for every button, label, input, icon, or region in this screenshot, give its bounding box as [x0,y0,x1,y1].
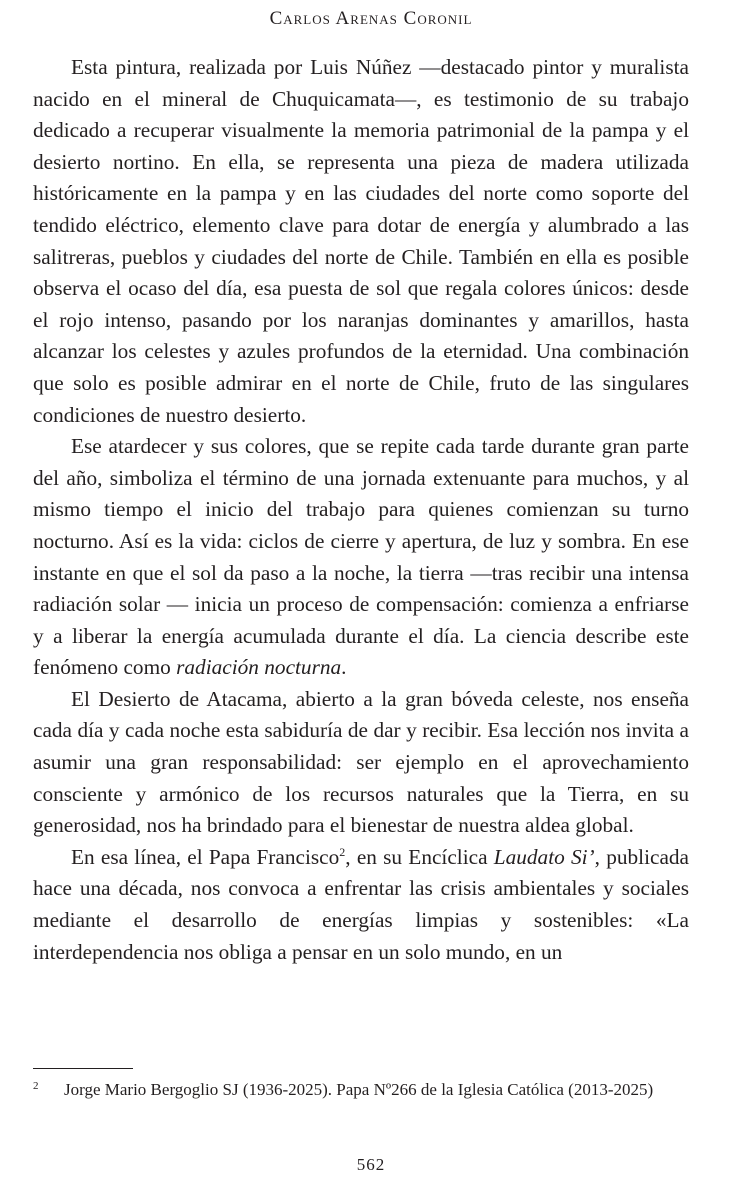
paragraph-4-end: , publicada hace una década, nos convoca a enfrentar las crisis ambientales y sociales mediante el desarrollo de energías limpias y sostenibles: «La interdependencia nos obliga a pensar en un solo mundo, en un [33,844,689,964]
paragraph-4 [33,842,689,968]
paragraph-1: Esta pintura, realizada por Luis Núñez —destacado pintor y muralista nacido en el mineral de Chuquicamata—, es testimonio de su trabajo dedicado a recuperar visualmente la memoria patrimonial de la pampa y el desierto nortino. En ella, se representa una pieza de madera utilizada históricamente en la pampa y en las ciudades del norte como soporte del tendido eléctrico, elemento clave para dotar de energía y alumbrado a las salitreras, pueblos y ciudades del norte de Chile. También en ella es posible observa el ocaso del día, esa puesta de sol que regala colores únicos: desde el rojo intenso, pasando por los naranjas dominantes y amarillos, hasta alcanzar los celestes y azules profundos de la eternidad. Una combinación que solo es posible admirar en el norte de Chile, fruto de las singulares condiciones de nuestro desierto. [33,55,689,427]
body-text [33,52,689,968]
italic-title-laudato-si: Laudato Si’ [493,844,595,869]
page-number: 562 [356,1155,386,1174]
footnote-number: 2 [33,1080,39,1092]
running-head: Carlos Arenas Coronil [269,8,473,29]
paragraph-2 [33,431,689,684]
paragraph-4-start: En esa línea, el Papa Francisco [71,844,340,869]
italic-term-radiacion-nocturna: radiación nocturna [176,655,342,680]
paragraph-2-text: Ese atardecer y sus colores, que se repite cada tarde durante gran parte del año, simboliza el término de una jornada extenuante para muchos, y al mismo tiempo el inicio del trabajo para quienes comienzan su turno nocturno. Así es la vida: ciclos de cierre y apertura, de luz y sombra. En ese instante en que el sol da paso a la noche, la tierra —tras recibir una intensa radiación solar — inicia un proceso de compensación: comienza a enfriarse y a liberar la energía acumulada durante el día. La ciencia describe este fenómeno como [33,434,689,680]
paragraph-2-end: . [341,655,347,680]
footnote-reference[interactable]: 2 [339,844,346,859]
footnote-text: Jorge Mario Bergoglio SJ (1936-2025). Papa Nº266 de la Iglesia Católica (2013-2025) [64,1080,654,1099]
footnote [33,1079,689,1101]
paragraph-4-mid: , en su Encíclica [345,844,494,869]
paragraph-3: El Desierto de Atacama, abierto a la gran bóveda celeste, nos enseña cada día y cada noche esta sabiduría de dar y recibir. Esa lección nos invita a asumir una gran responsabilidad: ser ejemplo en el aprovechamiento consciente y armónico de los recursos naturales que la Tierra, en su generosidad, nos ha brindado para el bienestar de nuestra aldea global. [33,686,689,838]
footnote-divider [33,1068,133,1069]
